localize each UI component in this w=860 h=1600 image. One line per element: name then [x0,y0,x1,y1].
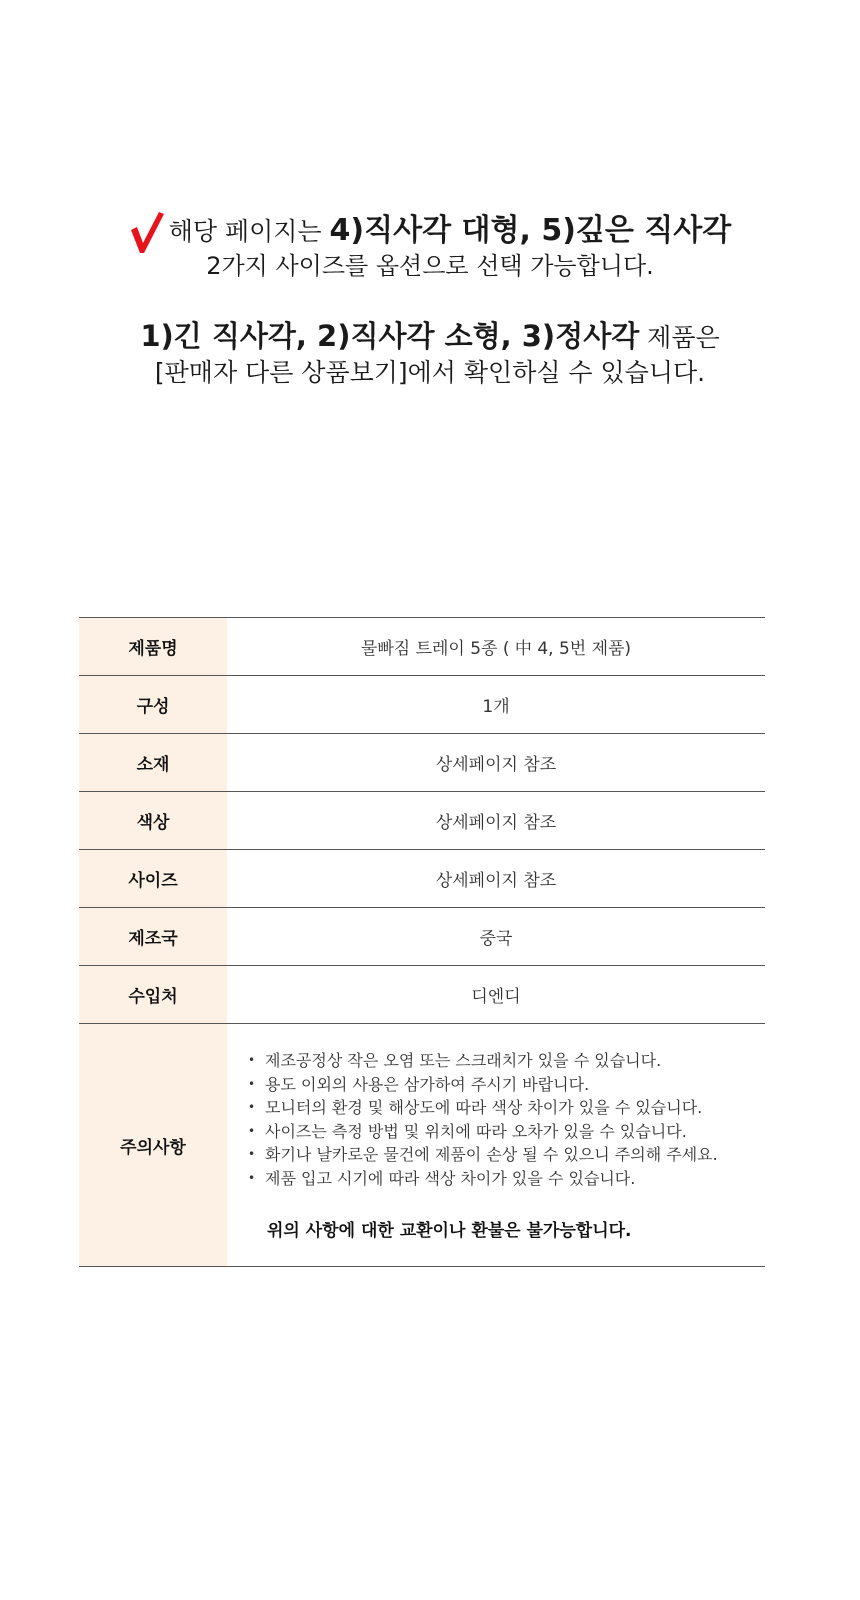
spec-value: 상세페이지 참조 [435,871,557,891]
spec-row-composition [79,676,765,734]
spec-label: 구성 [79,676,227,734]
spec-label: 소재 [79,734,227,792]
spec-label: 제조국 [79,908,227,966]
caution-item: • 화기나 날카로운 물건에 제품이 손상 될 수 있으니 주의해 주세요. [245,1143,765,1167]
spec-value: 상세페이지 참조 [435,755,557,775]
spec-label: 주의사항 [79,1024,227,1267]
spec-row-material [79,734,765,792]
notice-line-3-bold: 1)긴 직사각, 2)직사각 소형, 3)정사각 [140,319,640,353]
check-mark-icon [129,210,165,254]
spec-row-color [79,792,765,850]
spec-value: 1개 [482,697,510,717]
spec-row-product-name [79,618,765,676]
spec-value: 물빠짐 트레이 5종 ( 中 4, 5번 제품) [360,639,632,659]
notice-line-1-normal: 해당 페이지는 [168,217,330,246]
notice-line-1-bold: 4)직사각 대형, 5)깊은 직사각 [329,213,732,248]
spec-label: 제품명 [79,618,227,676]
caution-footer: 위의 사항에 대한 교환이나 환불은 불가능합니다. [267,1221,632,1241]
spec-row-size [79,850,765,908]
spec-value: 디엔디 [471,987,521,1007]
spec-label: 수입처 [79,966,227,1024]
caution-item: • 제품 입고 시기에 따라 색상 차이가 있을 수 있습니다. [245,1167,765,1191]
spec-row-caution [79,1024,765,1267]
caution-item: • 사이즈는 측정 방법 및 위치에 따라 오차가 있을 수 있습니다. [245,1120,765,1144]
caution-item: • 제조공정상 작은 오염 또는 스크래치가 있을 수 있습니다. [245,1049,765,1073]
product-spec-table [79,617,765,1267]
spec-value: 상세페이지 참조 [435,813,557,833]
notice-line-1 [0,210,860,254]
spec-label: 색상 [79,792,227,850]
spec-value: 중국 [479,929,513,949]
notice-line-2: 2가지 사이즈를 옵션으로 선택 가능합니다. [206,252,654,280]
spec-row-country [79,908,765,966]
caution-list [245,1049,765,1190]
caution-content [227,1024,765,1267]
spec-row-importer [79,966,765,1024]
spec-label: 사이즈 [79,850,227,908]
notice-line-3-normal: 제품은 [639,323,720,352]
caution-item: • 모니터의 환경 및 해상도에 따라 색상 차이가 있을 수 있습니다. [245,1096,765,1120]
notice-line-4: [판매자 다른 상품보기]에서 확인하실 수 있습니다. [154,358,706,387]
caution-item: • 용도 이외의 사용은 삼가하여 주시기 바랍니다. [245,1073,765,1097]
notice-line-3 [0,319,860,353]
